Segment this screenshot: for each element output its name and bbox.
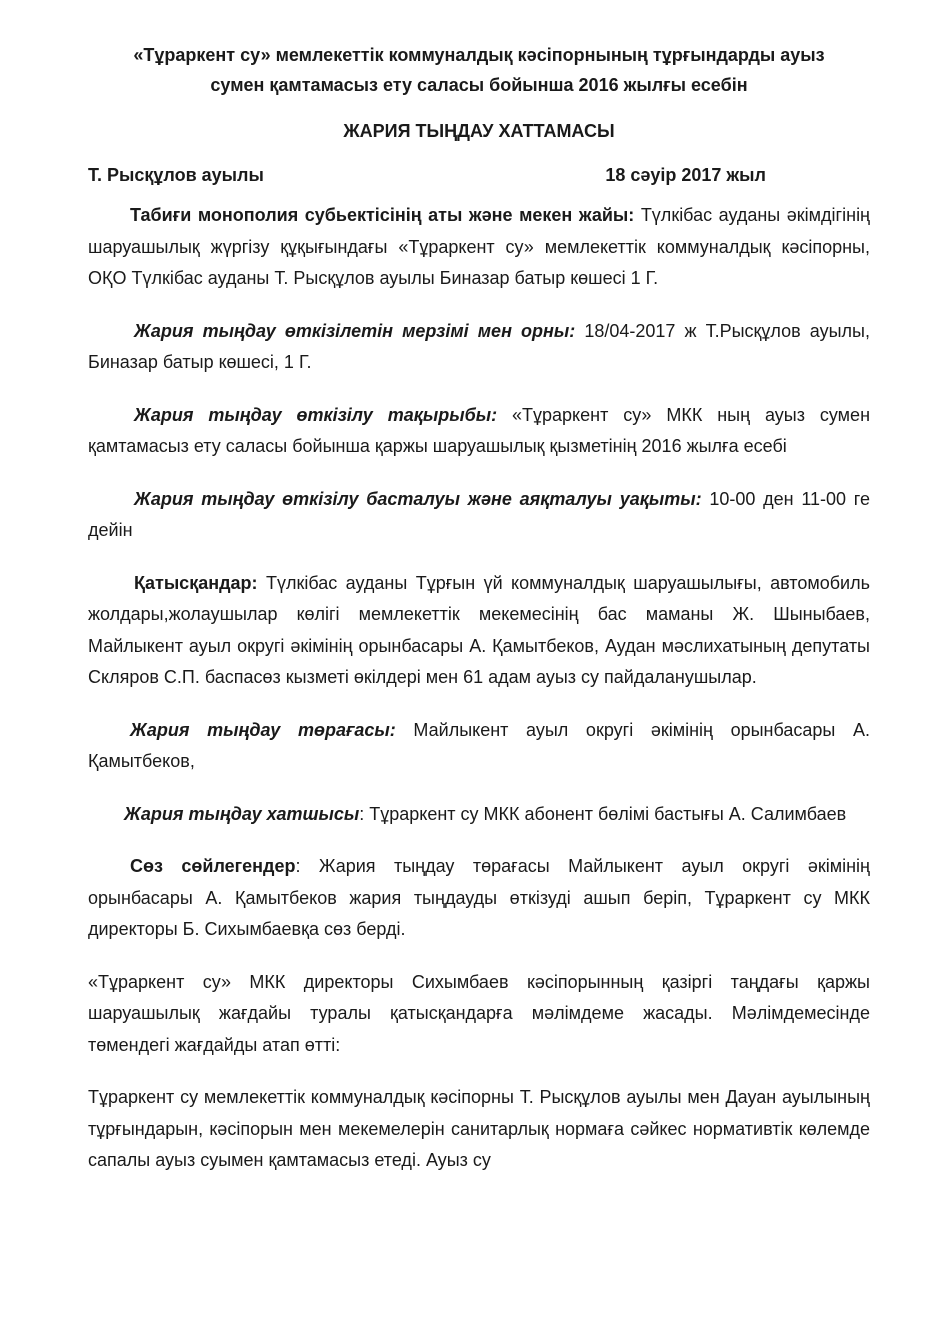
secretary-text: : Тұраркент су МКК абонент бөлімі бастығы А. Салимбаев — [359, 803, 847, 824]
speakers-paragraph — [88, 851, 870, 946]
duration-text: 10-00 ден 11-00 ге дейін — [88, 488, 870, 540]
document-page — [88, 40, 870, 1177]
time-place-text: 18/04-2017 ж Т.Рысқұлов ауылы, Биназар батыр көшесі, 1 Г. — [88, 320, 870, 372]
speakers-text: : Жария тыңдау төрағасы Майлыкент ауыл округі әкімінің орынбасары А. Қамытбеков жария тыңдауды өткізуді ашып беріп, Тұраркент су МКК директоры Б. Сихымбаевқа сөз берді. — [88, 856, 870, 939]
duration-paragraph — [88, 484, 870, 547]
time-place-paragraph — [88, 316, 870, 379]
duration-label: Жария тыңдау өткізілу басталуы және аяқталуы уақыты: — [134, 488, 702, 509]
topic-text: «Тұраркент су» МКК ның ауыз сумен қамтамасыз ету саласы бойынша қаржы шаруашылық қызметінің 2016 жылға есебі — [88, 404, 871, 456]
speakers-label: Сөз сөйлегендер — [130, 856, 296, 876]
chairman-label: Жария тыңдау төрағасы: — [130, 719, 396, 740]
place-label: Т. Рысқұлов ауылы — [88, 165, 264, 185]
monopoly-text: Түлкібас ауданы әкімдігінің шаруашылық жүргізу құқығындағы «Тұраркент су» мемлекеттік коммуналдық кәсіпорны, ОҚО Түлкібас ауданы Т. Рысқұлов ауылы Биназар батыр көшесі 1 Г. — [88, 205, 871, 288]
date-label: 18 сәуір 2017 жыл — [605, 165, 766, 185]
participants-paragraph — [88, 568, 870, 694]
chairman-text: Майлыкент ауыл округі әкімінің орынбасары А. Қамытбеков, — [88, 719, 871, 771]
title-line-2: сумен қамтамасыз ету саласы бойынша 2016 жылғы есебін — [210, 75, 748, 95]
secretary-label: Жария тыңдау хатшысы — [124, 803, 360, 824]
monopoly-label: Табиғи монополия субьектісінің аты және мекен жайы: — [130, 205, 635, 225]
document-subtitle: ЖАРИЯ ТЫҢДАУ ХАТТАМАСЫ — [343, 121, 615, 141]
enterprise-paragraph: Тұраркент су мемлекеттік коммуналдық кәсіпорны Т. Рысқұлов ауылы мен Дауан ауылының тұрғындарын, кәсіпорын мен мекемелерін санитарлық нормаға сәйкес нормативтік көлемде сапалы ауыз суымен қамтамасыз етеді. Ауыз су — [88, 1087, 870, 1170]
participants-label: Қатысқандар: — [134, 572, 258, 593]
director-report-paragraph: «Тұраркент су» МКК директоры Сихымбаев кәсіпорынның қазіргі таңдағы қаржы шаруашылық жағдайы туралы қатысқандарға мәлімдеме жасады. Мәлімдемесінде төмендегі жағдайды атап өтті: — [88, 971, 870, 1055]
time-place-label: Жария тыңдау өткізілетін мерзімі мен орны: — [134, 320, 576, 341]
secretary-paragraph — [88, 799, 870, 831]
participants-text: Түлкібас ауданы Тұрғын үй коммуналдық шаруашылығы, автомобиль жолдары,жолаушылар көлігі мемлекеттік мекемесінің бас маманы Ж. Шыныбаев, Майлыкент ауыл округі әкімінің орынбасары А. Қамытбеков, Аудан мәслихатының депутаты Скляров С.П. баспасөз кызметі өкілдері мен 61 адам ауыз су пайдаланушылар. — [88, 572, 870, 687]
topic-label: Жария тыңдау өткізілу тақырыбы: — [134, 404, 498, 425]
monopoly-paragraph — [88, 200, 870, 295]
place-date-row — [88, 160, 870, 190]
chairman-paragraph — [88, 715, 870, 778]
title-line-1: «Тұраркент су» мемлекеттік коммуналдық кәсіпорнының тұрғындарды ауыз — [133, 45, 825, 65]
topic-paragraph — [88, 400, 870, 463]
document-title — [88, 40, 870, 100]
